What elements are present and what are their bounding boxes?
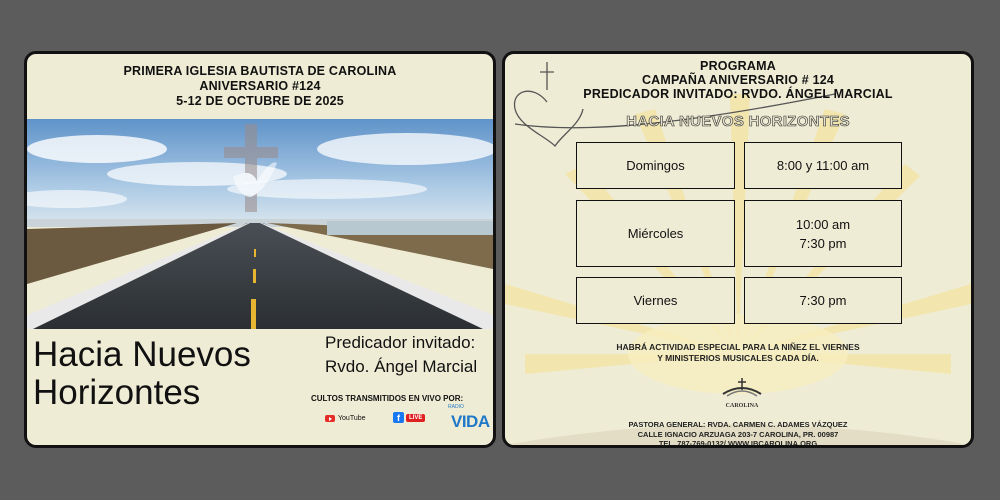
- schedule-time-friday: 7:30 pm: [744, 277, 902, 324]
- church-contact-footer: [505, 420, 971, 448]
- phone-web-line: TEL. 787-769-0132/ WWW.IBCAROLINA.ORG: [658, 439, 818, 448]
- guest-preacher: Predicador invitado: Rvdo. Ángel Marcial: [325, 333, 478, 376]
- flyer-card-left: [24, 51, 496, 448]
- facebook-icon: f: [393, 412, 404, 423]
- church-logo: CAROLINA: [719, 376, 765, 408]
- youtube-icon: [325, 415, 335, 422]
- program-header: [505, 59, 971, 101]
- campaign-label: CAMPAÑA ANIVERSARIO # 124: [641, 73, 835, 87]
- event-dates: 5-12 DE OCTUBRE DE 2025: [176, 94, 344, 108]
- schedule-day-wednesday: Miércoles: [576, 200, 735, 267]
- church-logo-icon: [719, 376, 765, 400]
- schedule-day-sunday: Domingos: [576, 142, 735, 189]
- church-header: [27, 64, 493, 109]
- church-name: PRIMERA IGLESIA BAUTISTA DE CAROLINA: [123, 64, 397, 78]
- anniversary-label: ANIVERSARIO #124: [199, 79, 321, 93]
- live-stream-label: CULTOS TRANSMITIDOS EN VIVO POR:: [311, 394, 464, 403]
- campaign-title: Hacia Nuevos Horizontes: [33, 335, 251, 412]
- radio-vida-logo: RADIO VIDA: [448, 404, 490, 431]
- special-activity-note: HABRÁ ACTIVIDAD ESPECIAL PARA LA NIÑEZ EL VIERNES Y MINISTERIOS MUSICALES CADA DÍA.: [616, 342, 860, 363]
- road-photo: [27, 119, 493, 329]
- schedule-time-wednesday: 10:00 am 7:30 pm: [744, 200, 902, 267]
- flyer-card-right: [502, 51, 974, 448]
- program-label: PROGRAMA: [700, 59, 776, 73]
- pastor-line: PASTORA GENERAL: RVDA. CARMEN C. ADAMES VÁZQUEZ: [628, 420, 848, 429]
- schedule-time-sunday: 8:00 y 11:00 am: [744, 142, 902, 189]
- youtube-logo: YouTube: [325, 415, 366, 422]
- address-line: CALLE IGNACIO ARZUAGA 203-7 CAROLINA, PR. 00987: [637, 429, 839, 439]
- facebook-live-logo: f LIVE: [393, 412, 425, 423]
- campaign-subtitle: HACIA NUEVOS HORIZONTES: [626, 113, 850, 130]
- guest-preacher-line: PREDICADOR INVITADO: RVDO. ÁNGEL MARCIAL: [583, 87, 893, 101]
- schedule-day-friday: Viernes: [576, 277, 735, 324]
